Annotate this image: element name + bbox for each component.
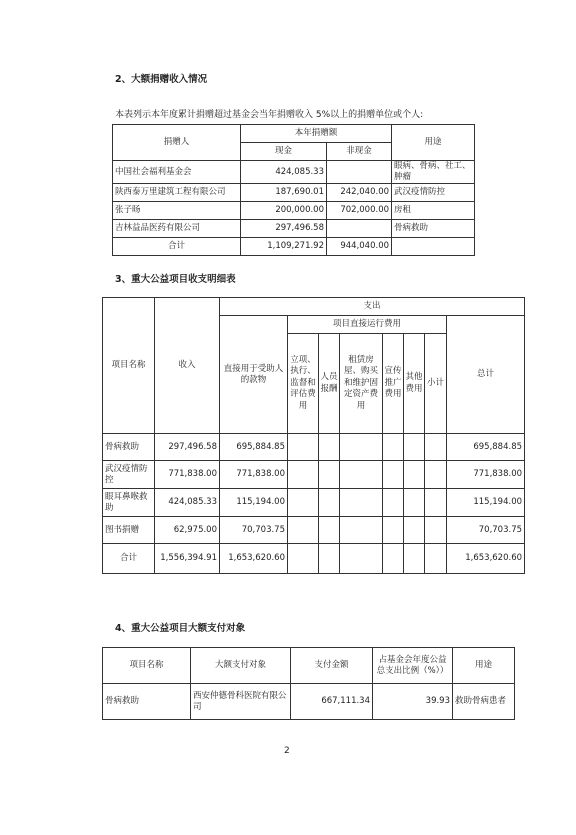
donor-cell: 中国社会福利基金会 <box>113 161 241 184</box>
col-income-header: 收入 <box>155 298 220 434</box>
direct-cell: 695,884.85 <box>220 434 288 461</box>
col-ratio-header: 占基金会年度公益总支出比例（%）） <box>373 648 453 684</box>
amount-cell: 667,111.34 <box>291 684 373 720</box>
col-total-header: 总计 <box>447 316 525 434</box>
section4-heading: 4、重大公益项目大额支付对象 <box>115 623 246 634</box>
total-cash: 1,109,271.92 <box>241 238 327 256</box>
use-cell: 救助骨病患者 <box>453 684 515 720</box>
noncash-cell: 242,040.00 <box>327 184 392 202</box>
col-admin-cost-header: 立项、执行、监督和评估费用 <box>288 334 319 434</box>
col-rent-assets-header: 租赁房屋、购买和维护固定资产费用 <box>340 334 383 434</box>
col-subtotal-header: 小计 <box>425 334 447 434</box>
project-name-cell: 骨病救助 <box>103 684 191 720</box>
noncash-cell <box>327 161 392 184</box>
noncash-cell: 702,000.00 <box>327 202 392 220</box>
col-promotion-header: 宣传推广费用 <box>383 334 404 434</box>
cash-cell: 297,496.58 <box>241 220 327 238</box>
cash-cell: 187,690.01 <box>241 184 327 202</box>
col-name-header: 项目名称 <box>103 648 191 684</box>
total-cell: 771,838.00 <box>447 461 525 489</box>
table-row <box>103 461 525 489</box>
donor-cell: 吉林益品医药有限公司 <box>113 220 241 238</box>
total-use <box>392 238 475 256</box>
table-row <box>103 517 525 544</box>
total-cell: 70,703.75 <box>447 517 525 544</box>
cash-cell: 200,000.00 <box>241 202 327 220</box>
use-cell: 骨病救助 <box>392 220 475 238</box>
direct-cell: 1,653,620.60 <box>220 544 288 574</box>
col-cash-header: 现金 <box>241 143 327 161</box>
table-row <box>103 684 515 720</box>
col-donor-header: 捐赠人 <box>113 125 241 161</box>
table-row <box>103 489 525 517</box>
use-cell: 眼病、骨病、社工、肿瘤 <box>392 161 475 184</box>
ratio-cell: 39.93 <box>373 684 453 720</box>
section3-heading: 3、重大公益项目收支明细表 <box>115 274 236 285</box>
col-use-header: 用途 <box>453 648 515 684</box>
col-payee-header: 大额支付对象 <box>191 648 291 684</box>
col-amount-group-header: 本年捐赠额 <box>241 125 392 143</box>
col-other-header: 其他费用 <box>404 334 425 434</box>
direct-cell: 771,838.00 <box>220 461 288 489</box>
col-expense-header: 支出 <box>220 298 525 316</box>
direct-cell: 70,703.75 <box>220 517 288 544</box>
income-cell: 771,838.00 <box>155 461 220 489</box>
section2-intro: 本表列示本年度累计捐赠超过基金会当年捐赠收入 5%以上的捐赠单位或个人: <box>115 110 424 120</box>
project-name-cell: 图书捐赠 <box>103 517 155 544</box>
donor-cell: 陕西泰万里建筑工程有限公司 <box>113 184 241 202</box>
table-row <box>113 220 475 238</box>
col-name-header: 项目名称 <box>103 298 155 434</box>
table-row <box>113 184 475 202</box>
direct-cell: 115,194.00 <box>220 489 288 517</box>
total-cell: 695,884.85 <box>447 434 525 461</box>
col-operating-header: 项目直接运行费用 <box>288 316 447 334</box>
col-direct-header: 直接用于受助人的款物 <box>220 316 288 434</box>
payment-table <box>102 647 515 720</box>
total-cell: 1,653,620.60 <box>447 544 525 574</box>
income-cell: 424,085.33 <box>155 489 220 517</box>
income-cell: 1,556,394.91 <box>155 544 220 574</box>
page-number: 2 <box>284 746 290 756</box>
use-cell: 武汉疫情防控 <box>392 184 475 202</box>
total-row <box>113 238 475 256</box>
noncash-cell <box>327 220 392 238</box>
project-name-cell: 合计 <box>103 544 155 574</box>
total-label: 合计 <box>113 238 241 256</box>
payee-cell: 西安仲德骨科医院有限公司 <box>191 684 291 720</box>
use-cell: 房租 <box>392 202 475 220</box>
total-row <box>103 544 525 574</box>
income-cell: 62,975.00 <box>155 517 220 544</box>
table-row <box>113 161 475 184</box>
income-cell: 297,496.58 <box>155 434 220 461</box>
project-name-cell: 骨病救助 <box>103 434 155 461</box>
col-staff-pay-header: 人员报酬 <box>319 334 340 434</box>
donation-table <box>112 124 475 256</box>
table-row <box>113 202 475 220</box>
col-amount-header: 支付金额 <box>291 648 373 684</box>
project-name-cell: 眼耳鼻喉救助 <box>103 489 155 517</box>
total-cell: 115,194.00 <box>447 489 525 517</box>
section2-heading: 2、大额捐赠收入情况 <box>115 74 208 85</box>
total-noncash: 944,040.00 <box>327 238 392 256</box>
col-use-header: 用途 <box>392 125 475 161</box>
project-name-cell: 武汉疫情防控 <box>103 461 155 489</box>
donor-cell: 张子旸 <box>113 202 241 220</box>
cash-cell: 424,085.33 <box>241 161 327 184</box>
col-noncash-header: 非现金 <box>327 143 392 161</box>
project-table <box>102 297 525 574</box>
table-row <box>103 434 525 461</box>
